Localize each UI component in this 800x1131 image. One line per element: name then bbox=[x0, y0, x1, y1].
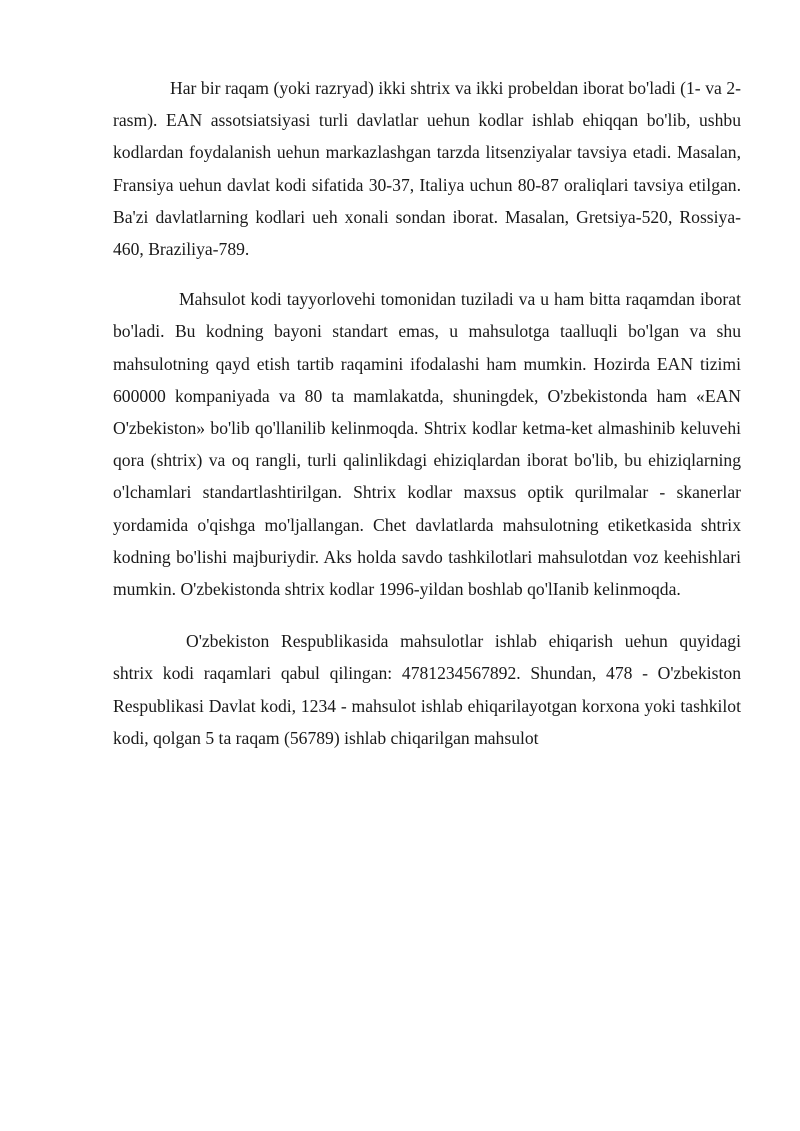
document-body bbox=[113, 72, 741, 754]
paragraph-ean-structure: Har bir raqam (yoki razryad) ikki shtrix va ikki probeldan iborat bo'ladi (1- va 2-rasm). EAN assotsiatsiyasi turli davlatlar uehun kodlar ishlab ehiqqan bo'lib, ushbu kodlardan foydalanish uehun markazlashgan tarzda litsenziyalar tavsiya etadi. Masalan, Fransiya uehun davlat kodi sifatida 30-37, Italiya uchun 80-87 oraliqlari tavsiya etilgan. Ba'zi davlatlarning kodlari ueh xonali sondan iborat. Masalan, Gretsiya-520, Rossiya-460, Braziliya-789. bbox=[113, 78, 741, 260]
paragraph-uzbekistan-code: O'zbekiston Respublikasida mahsulotlar ishlab ehiqarish uehun quyidagi shtrix kodi raqamlari qabul qilingan: 4781234567892. Shundan, 478 - O'zbekiston Respublikasi Davlat kodi, 1234 - mahsulot ishlab ehiqarilayotgan korxona yoki tashkilot kodi, qolgan 5 ta raqam (56789) ishlab chiqarilgan mahsulot bbox=[113, 631, 741, 748]
paragraph-product-code: Mahsulot kodi tayyorlovehi tomonidan tuziladi va u ham bitta raqamdan iborat bo'ladi. Bu kodning bayoni standart emas, u mahsulotga taalluqli bo'lgan va shu mahsulotning qayd etish tartib raqamini ifodalashi ham mumkin. Hozirda EAN tizimi 600000 kompaniyada va 80 ta mamlakatda, shuningdek, O'zbekistonda ham «EAN O'zbekiston» bo'lib qo'llanilib kelinmoqda. Shtrix kodlar ketma-ket almashinib keluvehi qora (shtrix) va oq rangli, turli qalinlikdagi ehiziqlardan iborat bo'lib, bu ehiziqlarning o'lchamlari standartlashtirilgan. Shtrix kodlar maxsus optik qurilmalar - skanerlar yordamida o'qishga mo'ljallangan. Chet davlatlarda mahsulotning etiketkasida shtrix kodning bo'lishi majburiydir. Aks holda savdo tashkilotlari mahsulotdan voz keehishlari mumkin. O'zbekistonda shtrix kodlar 1996-yildan boshlab qo'lIanib kelinmoqda. bbox=[113, 289, 741, 600]
